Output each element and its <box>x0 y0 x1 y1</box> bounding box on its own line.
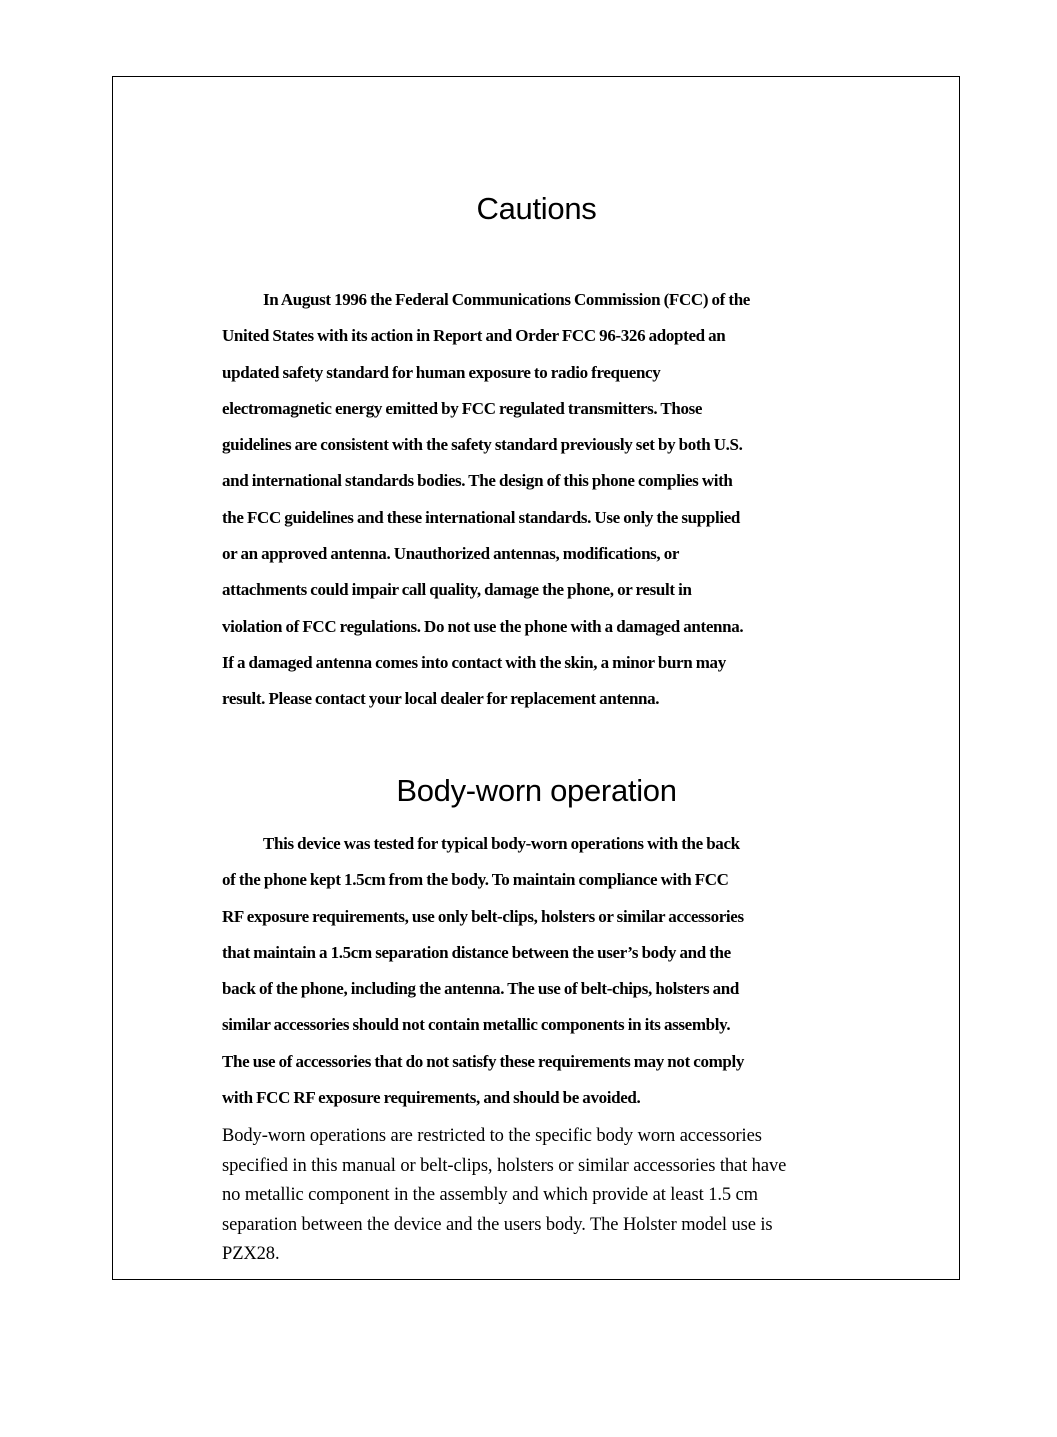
note-line: specified in this manual or belt-clips, holsters or similar accessories that have <box>222 1155 787 1176</box>
note-line: Body-worn operations are restricted to the specific body worn accessories <box>222 1126 762 1146</box>
note-line: no metallic component in the assembly and which provide at least 1.5 cm <box>222 1185 758 1205</box>
text-line: If a damaged antenna comes into contact with the skin, a minor burn may <box>222 652 726 672</box>
body-worn-paragraph <box>222 826 862 1116</box>
text-line: of the phone kept 1.5cm from the body. To maintain compliance with FCC <box>222 870 729 890</box>
text-line: with FCC RF exposure requirements, and should be avoided. <box>222 1088 641 1108</box>
text-line: attachments could impair call quality, damage the phone, or result in <box>222 580 692 600</box>
text-line: the FCC guidelines and these international standards. Use only the supplied <box>222 507 741 527</box>
text-line: and international standards bodies. The design of this phone complies with <box>222 471 733 491</box>
text-line: In August 1996 the Federal Communications Commission (FCC) of the <box>263 290 751 309</box>
text-line: This device was tested for typical body-worn operations with the back <box>263 834 740 853</box>
body-worn-note <box>222 1122 902 1270</box>
body-worn-heading: Body-worn operation <box>396 773 677 808</box>
text-line: United States with its action in Report and Order FCC 96-326 adopted an <box>222 326 726 346</box>
text-line: similar accessories should not contain metallic components in its assembly. <box>222 1015 731 1035</box>
text-line: violation of FCC regulations. Do not use the phone with a damaged antenna. <box>222 616 744 636</box>
note-line: PZX28. <box>222 1244 280 1264</box>
cautions-heading: Cautions <box>476 191 597 226</box>
note-line: separation between the device and the users body. The Holster model use is <box>222 1214 773 1235</box>
text-line: electromagnetic energy emitted by FCC regulated transmitters. Those <box>222 398 703 418</box>
text-line: The use of accessories that do not satisfy these requirements may not comply <box>222 1051 745 1071</box>
cautions-paragraph <box>222 282 862 718</box>
text-line: or an approved antenna. Unauthorized antennas, modifications, or <box>222 544 680 564</box>
text-line: that maintain a 1.5cm separation distance between the user’s body and the <box>222 942 731 962</box>
text-line: RF exposure requirements, use only belt-clips, holsters or similar accessories <box>222 906 744 926</box>
text-line: guidelines are consistent with the safety standard previously set by both U.S. <box>222 435 743 455</box>
text-line: result. Please contact your local dealer for replacement antenna. <box>222 689 660 709</box>
text-line: updated safety standard for human exposure to radio frequency <box>222 362 661 382</box>
text-line: back of the phone, including the antenna. The use of belt-chips, holsters and <box>222 979 739 999</box>
